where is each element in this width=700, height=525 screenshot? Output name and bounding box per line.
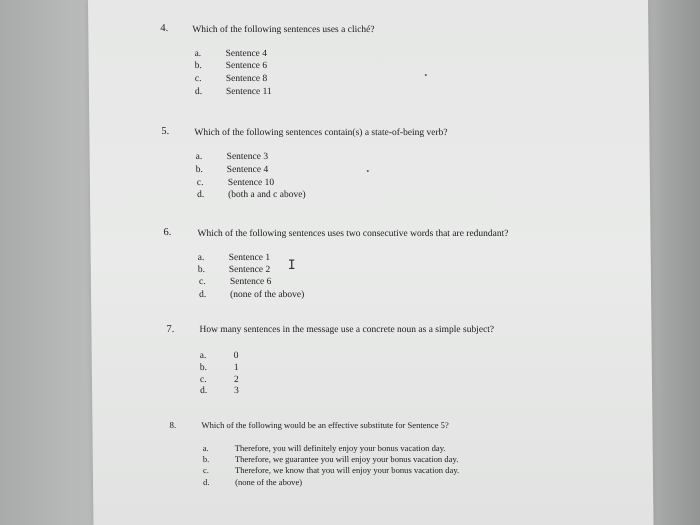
question-text: Which of the following sentences uses a cliché? — [192, 25, 375, 35]
option-letter: c. — [194, 74, 202, 84]
option-letter: d. — [202, 477, 210, 487]
question-number: 7. — [166, 324, 175, 335]
option-letter: c. — [196, 178, 204, 188]
option-letter: a. — [199, 351, 207, 361]
question-number: 6. — [163, 227, 172, 238]
option-letter: c. — [198, 277, 206, 287]
option-text: Sentence 4 — [225, 49, 268, 59]
question-number: 8. — [169, 420, 177, 430]
option-letter: d. — [200, 386, 208, 396]
document-page — [88, 0, 653, 525]
option-text: Sentence 11 — [225, 87, 272, 97]
option-letter: a. — [197, 253, 205, 263]
option-text: Sentence 4 — [226, 165, 269, 175]
option-letter: b. — [199, 363, 208, 373]
option-letter: d. — [194, 87, 203, 97]
option-text: Sentence 2 — [228, 265, 271, 275]
option-letter: c. — [199, 375, 207, 385]
option-text: Sentence 6 — [225, 61, 268, 71]
question-number: 4. — [160, 23, 169, 34]
option-letter: c. — [202, 465, 209, 475]
question-text: Which of the following would be an effective substitute for Sentence 5? — [201, 420, 449, 430]
text-cursor-icon: I — [287, 258, 296, 273]
option-letter: a. — [202, 443, 209, 453]
option-letter: b. — [195, 165, 203, 175]
option-text: (none of the above) — [230, 290, 305, 300]
option-text: 0 — [233, 351, 239, 361]
option-letter: b. — [202, 454, 210, 464]
option-text: Sentence 3 — [226, 152, 269, 162]
option-letter: d. — [199, 290, 207, 300]
option-text: (both a and c above) — [227, 190, 306, 200]
question-text: Which of the following sentences uses two consecutive words that are redundant? — [197, 229, 509, 239]
question-text: Which of the following sentences contain(s) a state-of-being verb? — [194, 128, 448, 138]
question-text: How many sentences in the message use a concrete noun as a simple subject? — [199, 325, 495, 335]
option-text: Therefore, we know that you will enjoy your bonus vacation day. — [234, 465, 460, 475]
option-letter: b. — [197, 265, 206, 275]
option-text: 3 — [234, 386, 239, 396]
option-letter: a. — [195, 152, 203, 162]
option-letter: a. — [194, 49, 202, 59]
option-text: Sentence 1 — [228, 253, 271, 263]
dust-speck — [367, 170, 369, 172]
option-text: Sentence 6 — [229, 277, 272, 287]
option-text: 1 — [233, 363, 239, 373]
option-letter: b. — [194, 61, 202, 71]
option-text: Therefore, we guarantee you will enjoy your bonus vacation day. — [234, 454, 459, 464]
option-text: (none of the above) — [234, 477, 303, 487]
option-text: Therefore, you will definitely enjoy your bonus vacation day. — [234, 443, 446, 453]
option-letter: d. — [196, 190, 205, 200]
dust-speck — [425, 74, 427, 76]
question-number: 5. — [161, 126, 170, 137]
option-text: Sentence 8 — [225, 74, 268, 84]
option-text: Sentence 10 — [227, 178, 275, 188]
option-text: 2 — [233, 375, 239, 385]
